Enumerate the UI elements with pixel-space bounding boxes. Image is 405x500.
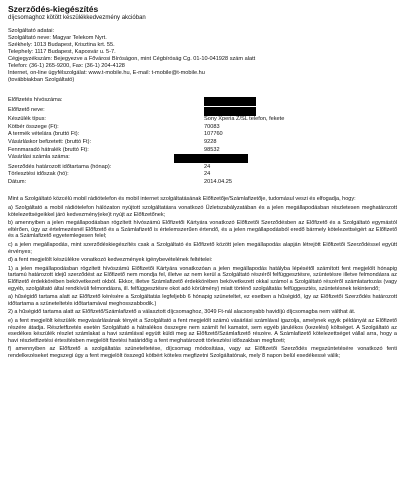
field-label: Előfizetés hívószáma: (8, 97, 63, 103)
terms-paragraph: 2) a hűségidő tartama alatt az Előfizető/Számlafizető a választott díjcsomaghoz, 3049 Ft-nál alacsonyabb havidíjú díjcsomagba nem válthat át. (8, 309, 356, 316)
provider-line: Telephely: 1117 Budapest, Kaposvár u. 5-7. (8, 49, 116, 55)
terms-paragraph: d) a fent megjelölt készülékre vonatkozó kedvezmények igénybevételének feltételei: (8, 257, 213, 264)
field-row (8, 179, 394, 187)
field-label: Előfizető neve: (8, 106, 45, 113)
field-row (8, 97, 394, 107)
field-label: A termék vételára (bruttó Ft): (8, 131, 80, 138)
terms-paragraph: 1) a jelen megállapodásban rögzített hívószámú Előfizetői Kártyára vonatkozóan a jelen megállapodás hatályba lépésétől számított fent megjelölt hónapig tartamú határozott idejű szerződést az Előfizető nem mondja fel, illetve az nem kerül a Szolgáltató részéről felfüggesztésre, szüntetésre illetve felmondásra az Előfizető érdekkörében bekövetkezett okból. Ekkor, illetve Számlafizető érdekkörében bekövetkezett okkal számol a Szolgáltató részéről számlatartozás (vagy egyéb, szolgáltató által rendkívüli felmondásra, ill. felfüggesztésre okot adó körülmény) miatt történő szolgáltatás felfüggesztés, szüntetésnek tekintendő; (8, 265, 397, 292)
field-value: 2014.04.25 (204, 178, 232, 185)
field-row (8, 124, 394, 132)
field-label: Kötbér összege (Ft): (8, 123, 59, 130)
field-label: Dátum: (8, 178, 27, 185)
redaction-box (174, 154, 248, 163)
field-row (8, 171, 394, 179)
field-value: 70083 (204, 123, 220, 130)
provider-heading: Szolgáltató adatai: (8, 28, 55, 34)
provider-line: Cégjegyzékszám: Bejegyezve a Fővárosi Bíróságon, mint Cégbíróság Cg. 01-10-041928 szám alatt (8, 56, 256, 62)
redaction-box (204, 107, 256, 116)
terms-paragraph: c) a jelen megállapodás, mint szerződéskiegészítés csak a Szolgáltató és Előfizető között jelen megállapodás alapján létrejött Előfizetői Szerződéssel együtt érvényes; (8, 242, 397, 255)
field-label: Szerződés határozott időtartama (hónap): (8, 163, 112, 170)
document-subtitle: díjcsomaghoz kötött készülékkedvezmény akcióban (8, 15, 146, 21)
contract-terms (8, 196, 397, 359)
contract-fields-table (8, 97, 394, 186)
field-row (8, 164, 394, 172)
field-label: Törlesztési időszak (hó): (8, 171, 69, 178)
field-label: Fennmaradó hátralék (bruttó Ft): (8, 146, 89, 153)
provider-line: Szolgáltató neve: Magyar Telekom Nyrt. (8, 35, 107, 41)
field-value: 9228 (204, 138, 217, 145)
field-row (8, 107, 394, 117)
terms-paragraph: b) amennyiben a jelen megállapodásban rögzített hívószámú Előfizetői Kártyára vonatkozó Előfizetői Szerződésben az Előfizető és a Szolgáltató egymástól eltérően, ügy az értelmezésnél Előfizető és a Számlafizető is értelemszerűen értendő, és a jelen megállapodásból eredő bármely kötelezettségért az Előfizető és a Számlafizető egyetemlegesen felel; (8, 220, 397, 240)
field-value: 24 (204, 171, 211, 178)
document-title: Szerződés-kiegészítés (8, 4, 99, 14)
terms-paragraph: a) hűségidő tartama alatt az Előfizető kérésére a Szolgáltatás legfeljebb 6 hónapig szüneteltet, ez esetben a hűségidő, így az Előfizetői Szerződés határozott időtartama a szüneteltetés időtartamával meghosszabbodik.) (8, 294, 397, 307)
field-row (8, 131, 394, 139)
provider-details (8, 28, 397, 84)
redaction-box (204, 97, 256, 106)
field-row (8, 147, 394, 155)
field-label: Készülék típus: (8, 116, 46, 123)
terms-paragraph: e) a fent megjelölt készülék megvásárlásának tényét a Szolgáltató a fent megjelölt számú vásárlási számlával igazolja, amelynek egyik példányát az Előfizető részére átadja. Részletfizetés esetén Szolgáltató a hátralékos összegre nem számít fel kamatot, sem egyéb járulékos (kezelési) költséget. A Szolgáltató az esedékes készülék részlet számlakat a havi számlával együtt küldi meg az Előfizető/Számlafizető részére. A Számlafizető kötelezettséget vállal arra, hogy a havi részletfizetési értesítésben megjelölt fizetési határidőig a fent meghatározott törlesztési időszakban megfizeti; (8, 317, 397, 344)
field-row (8, 116, 394, 124)
field-row (8, 139, 394, 147)
provider-line: Székhely: 1013 Budapest, Krisztina krt. 55. (8, 42, 115, 48)
provider-line: Internet, on-line ügyfélszolgálat: www.t-mobile.hu, E-mail: t-mobile@t-mobile.hu (8, 70, 205, 76)
terms-paragraph: a) Szolgáltató a mobil rádiótelefon hálózaton nyújtott szolgáltatásra vonatkozó Üzletszabályzatában és a jelen megállapodásban részletesen meghatározott kötelezettségeikkel járó kedvezmény(eke)t nyújt az Előfizetőnek; (8, 205, 397, 218)
field-label: Vásárláskor befizetett: (bruttó Ft): (8, 138, 92, 145)
provider-line: (továbbiakban Szolgáltató) (8, 77, 75, 83)
terms-paragraph: f) amennyiben az Előfizető a szolgáltatás szüneteltetése, díjcsomag módosítása, vagy az Előfizetői Szerződés megszüntetésére vonatkozó fenti rendelkezéseket megszegi úgy a fent megjelölt összegű kötbért köteles megfizetni Szolgáltatónak, mely 8 napon belül esedékessé válik; (8, 346, 397, 359)
field-value: 107760 (204, 131, 223, 138)
field-value: 98532 (204, 146, 220, 153)
terms-paragraph: Mint a Szolgáltató közcélú mobil rádiótelefon és mobil internet szolgáltatásának Előfizetője/Számlafizetője, tudomásul veszi és elfogadja, hogy: (8, 196, 356, 203)
field-value: Sony Xperia Z/SL telefon, fekete (204, 116, 285, 123)
field-value: 24 (204, 163, 211, 170)
field-row (8, 154, 394, 164)
provider-line: Telefon: (36-1) 265-9200, Fax: (36-1) 204-4128 (8, 63, 125, 69)
field-label: Vásárlási számla száma: (8, 154, 70, 161)
